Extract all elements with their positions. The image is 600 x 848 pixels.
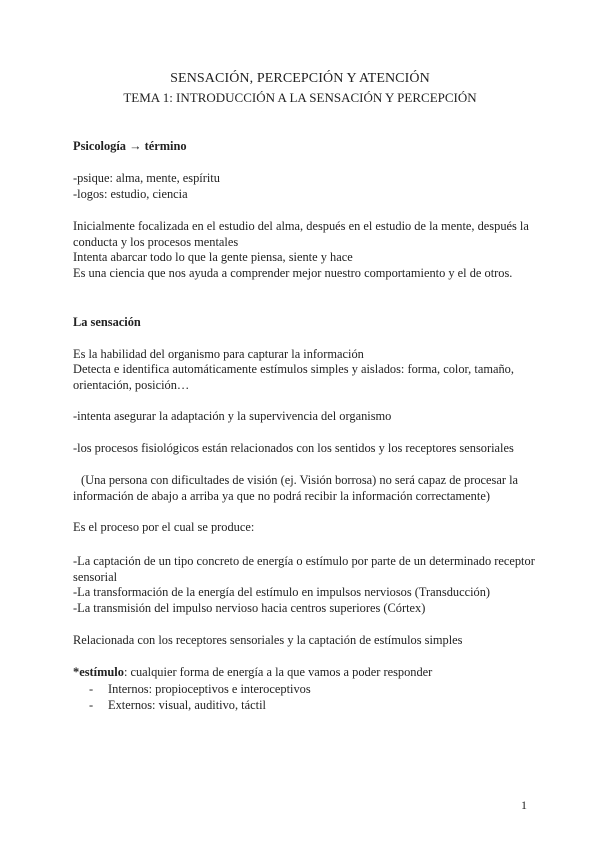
list-item-text: Internos: propioceptivos e interoceptivos [108, 682, 311, 696]
related-note: Relacionada con los receptores sensoriales y la captación de estímulos simples [73, 633, 463, 647]
stimulus-term: *estímulo [73, 665, 124, 679]
stimulus-definition [73, 665, 540, 681]
list-item [73, 682, 540, 698]
section-heading-sensacion: La sensación [73, 315, 141, 329]
paragraph-scope: Intenta abarcar todo lo que la gente piensa, siente y hace [73, 250, 353, 264]
example-paragraph: (Una persona con dificultades de visión (ej. Visión borrosa) no será capaz de procesar la información de abajo a arriba ya que no podrá recibir la información correctamente) [73, 473, 519, 503]
bullet-dash: - [89, 682, 94, 696]
list-item-text: Externos: visual, auditivo, táctil [108, 697, 266, 712]
process-step-transduction: -La transformación de la energía del estímulo en impulsos nerviosos (Transducción) [73, 585, 491, 599]
stimulus-text: : cualquier forma de energía a la que vamos a poder responder [123, 665, 433, 679]
point-physiological: -los procesos fisiológicos están relacionados con los sentidos y los receptores sensoriales [73, 441, 514, 455]
process-intro: Es el proceso por el cual se produce: [73, 520, 255, 534]
definition-psique: -psique: alma, mente, espíritu [73, 171, 220, 185]
page-number: 1 [521, 798, 527, 812]
document-subtitle: TEMA 1: INTRODUCCIÓN A LA SENSACIÓN Y PERCEPCIÓN [123, 90, 477, 105]
process-step-capture: -La captación de un tipo concreto de energía o estímulo por parte de un determinado receptor sensorial [73, 554, 535, 584]
document-title: SENSACIÓN, PERCEPCIÓN Y ATENCIÓN [170, 71, 430, 86]
stimulus-types-list [73, 682, 540, 713]
list-item [73, 698, 540, 714]
process-step-transmission: -La transmisión del impulso nervioso hacia centros superiores (Córtex) [73, 601, 426, 615]
definition-sensacion-1: Es la habilidad del organismo para capturar la información [73, 347, 364, 361]
paragraph-purpose: Es una ciencia que nos ayuda a comprender mejor nuestro comportamiento y el de otros. [73, 266, 513, 280]
bullet-dash: - [89, 697, 94, 712]
definition-logos: -logos: estudio, ciencia [73, 187, 188, 201]
point-adaptation: -intenta asegurar la adaptación y la supervivencia del organismo [73, 409, 392, 423]
definition-sensacion-2: Detecta e identifica automáticamente estímulos simples y aislados: forma, color, tamaño, orientación, posición… [73, 362, 514, 392]
section-heading-psicologia: Psicología → término [73, 139, 187, 153]
paragraph-focus: Inicialmente focalizada en el estudio del alma, después en el estudio de la mente, después la conducta y los procesos mentales [73, 219, 529, 249]
